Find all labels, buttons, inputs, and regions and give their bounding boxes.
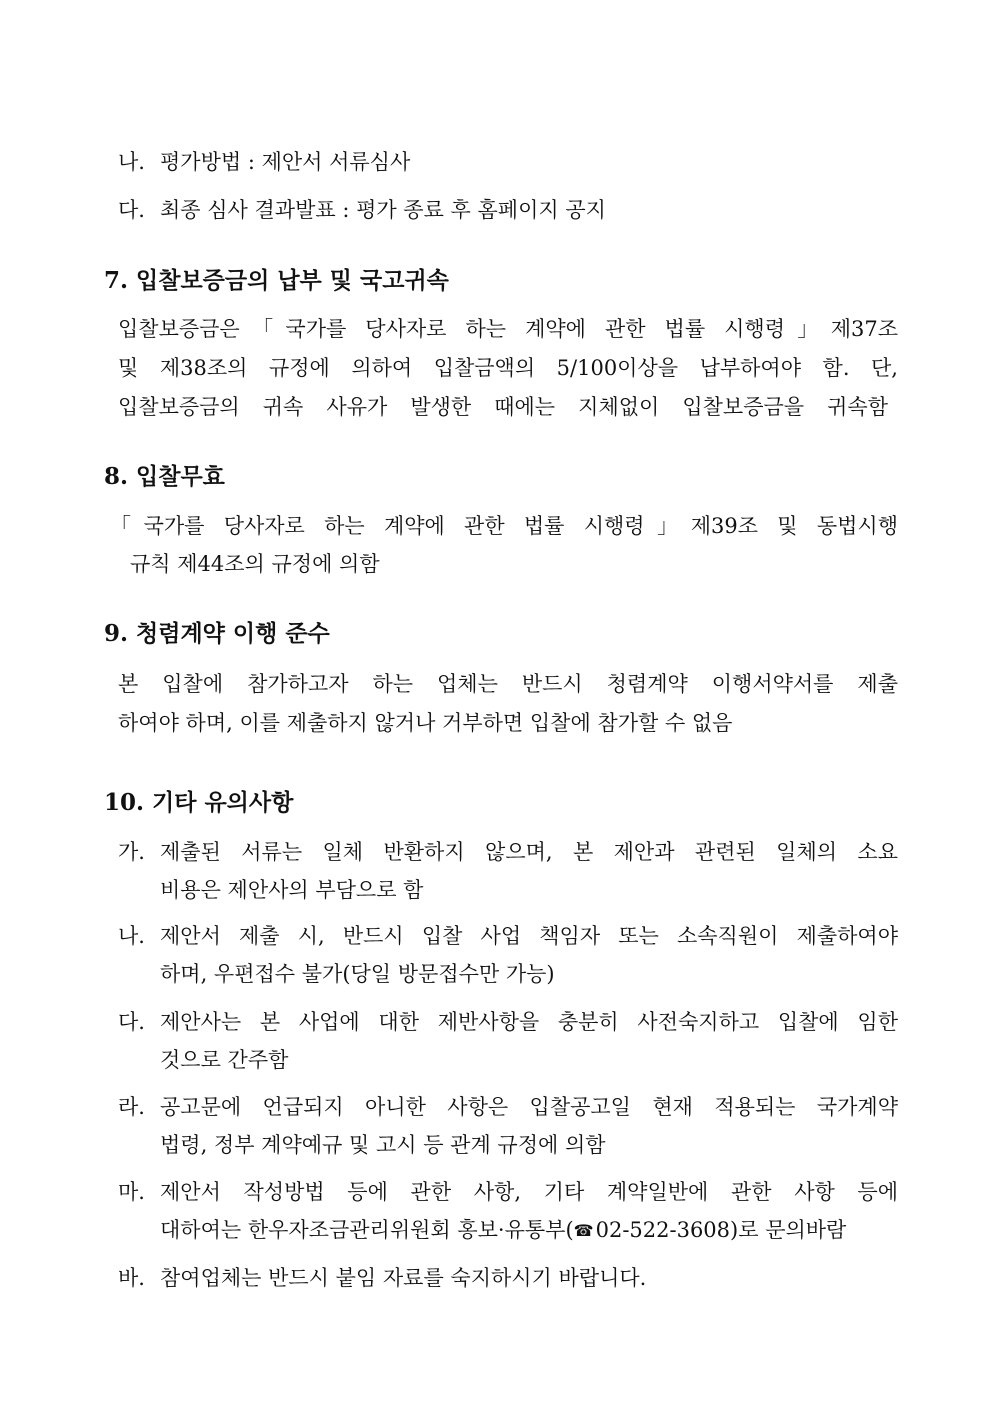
note-ma-line-1: 제안서 작성방법 등에 관한 사항, 기타 계약일반에 관한 사항 등에 xyxy=(160,1180,898,1204)
section-9-heading: 9. 청렴계약 이행 준수 xyxy=(104,620,330,647)
item-marker: 라. xyxy=(118,1095,145,1119)
section-9-line-2: 하여야 하며, 이를 제출하지 않거나 거부하면 입찰에 참가할 수 없음 xyxy=(118,711,733,735)
item-marker: 나. xyxy=(118,924,145,948)
item-marker: 바. xyxy=(118,1266,145,1290)
section-9-line-1: 본 입찰에 참가하고자 하는 업체는 반드시 청렴계약 이행서약서를 제출 xyxy=(118,672,898,696)
item-marker: 마. xyxy=(118,1180,145,1204)
section-8-heading: 8. 입찰무효 xyxy=(104,463,225,490)
note-da-line-1: 제안사는 본 사업에 대한 제반사항을 충분히 사전숙지하고 입찰에 임한 xyxy=(160,1010,898,1034)
phone-icon: ☎ xyxy=(573,1221,594,1240)
note-na-line-2: 하며, 우편접수 불가(당일 방문접수만 가능) xyxy=(160,962,555,986)
contact-suffix: )로 문의바람 xyxy=(730,1218,847,1242)
section-7-line-3: 입찰보증금의 귀속 사유가 발생한 때에는 지체없이 입찰보증금을 귀속함 xyxy=(118,395,888,419)
note-ga-line-2: 비용은 제안사의 부담으로 함 xyxy=(160,878,424,902)
evaluation-method-text: 평가방법 : 제안서 서류심사 xyxy=(160,150,411,174)
item-marker: 다. xyxy=(118,1010,145,1034)
note-na-line-1: 제안서 제출 시, 반드시 입찰 사업 책임자 또는 소속직원이 제출하여야 xyxy=(160,924,898,948)
section-8-line-2: 규칙 제44조의 규정에 의함 xyxy=(130,552,380,576)
final-result-text: 최종 심사 결과발표 : 평가 종료 후 홈페이지 공지 xyxy=(160,198,606,222)
section-8-line-1: 「국가를 당사자로 하는 계약에 관한 법률 시행령」제39조 및 동법시행 xyxy=(110,514,898,538)
note-ga-line-1: 제출된 서류는 일체 반환하지 않으며, 본 제안과 관련된 일체의 소요 xyxy=(160,840,898,864)
item-marker: 가. xyxy=(118,840,145,864)
note-da-line-2: 것으로 간주함 xyxy=(160,1048,289,1072)
note-ba-line-1: 참여업체는 반드시 붙임 자료를 숙지하시기 바랍니다. xyxy=(160,1266,647,1290)
item-marker: 나. xyxy=(118,150,145,174)
section-7-heading: 7. 입찰보증금의 납부 및 국고귀속 xyxy=(104,267,449,294)
note-ra-line-2: 법령, 정부 계약예규 및 고시 등 관계 규정에 의함 xyxy=(160,1133,606,1157)
contact-prefix: 대하여는 한우자조금관리위원회 홍보·유통부( xyxy=(160,1218,574,1242)
section-10-heading: 10. 기타 유의사항 xyxy=(104,789,294,816)
section-7-line-2: 및 제38조의 규정에 의하여 입찰금액의 5/100이상을 납부하여야 함. 단, xyxy=(118,356,898,380)
item-marker: 다. xyxy=(118,198,145,222)
section-7-line-1: 입찰보증금은「국가를 당사자로 하는 계약에 관한 법률 시행령」제37조 xyxy=(118,317,898,341)
note-ra-line-1: 공고문에 언급되지 아니한 사항은 입찰공고일 현재 적용되는 국가계약 xyxy=(160,1095,898,1119)
contact-phone-number: 02-522-3608 xyxy=(595,1218,731,1242)
note-ma-line-2 xyxy=(160,1216,992,1245)
